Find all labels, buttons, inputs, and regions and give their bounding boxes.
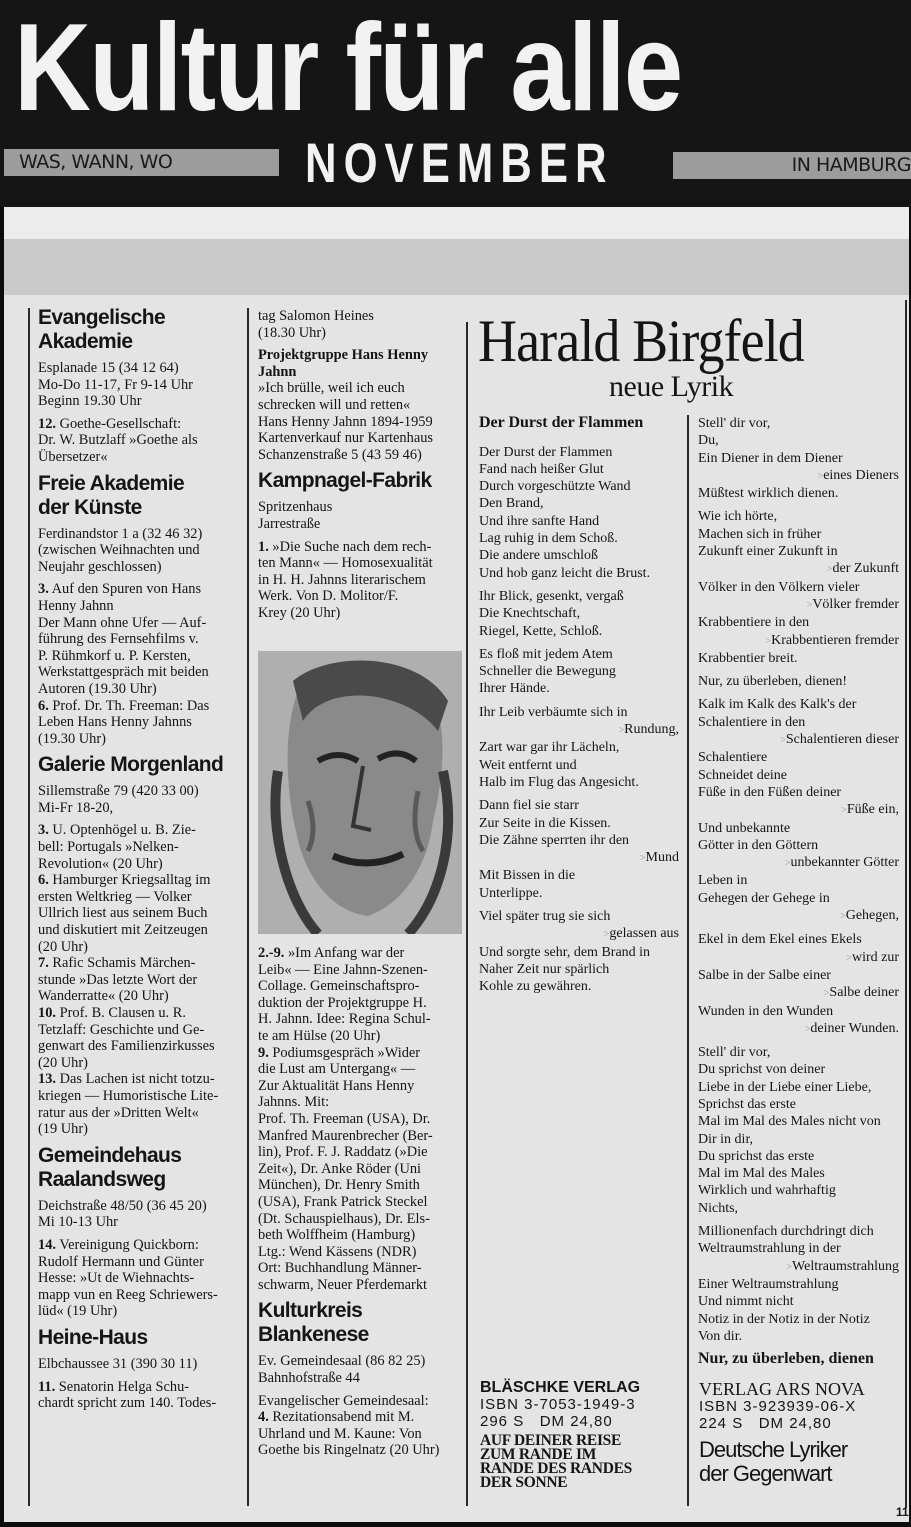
- poem-line: >Mund: [639, 850, 679, 866]
- poem-line: Die Knechtschaft,: [479, 606, 581, 622]
- poem-line: Ekel in dem Ekel eines Ekels: [698, 932, 862, 948]
- poem-line: Wunden in den Wunden: [698, 1003, 834, 1019]
- event-date: 3.: [38, 581, 49, 598]
- venue-info: [38, 1356, 246, 1373]
- venue-heading: Gemeindehaus Raalandsweg: [38, 1143, 182, 1191]
- poem-line: >unbekannter Götter: [784, 855, 899, 871]
- poem-title: Der Durst der Flammen: [479, 414, 644, 431]
- event-text: Prof. B. Clausen u. R. Tetzlaff: Geschichte und Ge- genwart des Familienzirkusses (20 Uhr): [38, 1005, 215, 1071]
- masthead-location: IN HAMBURG: [673, 152, 911, 179]
- poem-line: Zukunft einer Zukunft in: [698, 544, 838, 560]
- event-text: »Die Suche nach dem rech- ten Mann« — Homosexualität in H. H. Jahnns literarischem Werk. Von D. Molitor/F. Krey (20 Uhr): [258, 538, 433, 621]
- poem-line: Durch vorgeschützte Wand: [479, 479, 631, 495]
- poem-line: Fand nach heißer Glut: [479, 461, 604, 477]
- poem-line: >deiner Wunden.: [804, 1020, 899, 1036]
- event-entry: [258, 539, 464, 622]
- event-entry: [38, 955, 246, 1005]
- poem-line: Die andere umschloß: [479, 548, 598, 564]
- book-title: Nur, zu überleben, dienen: [698, 1350, 874, 1368]
- poem-line: Millionenfach durchdringt dich: [698, 1224, 874, 1240]
- poem-line: >Völker fremder: [806, 596, 899, 612]
- poem-text: [698, 415, 899, 1345]
- event-text: Elbchaussee 31 (390 30 11): [38, 1355, 198, 1372]
- feature-subtitle: neue Lyrik: [609, 370, 734, 403]
- poem-line: Ihrer Hände.: [479, 681, 550, 697]
- event-entry: [258, 945, 464, 1045]
- poem-text: [479, 444, 679, 996]
- event-text: Sillemstraße 79 (420 33 00) Mi-Fr 18-20,: [38, 783, 199, 816]
- column-rule: [466, 322, 468, 1506]
- group-heading: Projektgruppe Hans Henny Jahnn: [258, 347, 429, 380]
- poem-line: >Füße ein,: [841, 802, 899, 818]
- venue-heading: Heine-Haus: [38, 1325, 148, 1349]
- price: 224 S DM 24,80: [699, 1415, 832, 1432]
- poem-line: Schalentiere: [698, 750, 768, 766]
- event-date: 6.: [38, 697, 49, 714]
- poem-line: Und nimmt nicht: [698, 1294, 794, 1310]
- poem-line: Halb im Flug das Angesicht.: [479, 774, 639, 790]
- venue-info: [38, 783, 246, 816]
- event-date: 4.: [258, 1409, 269, 1426]
- divider-band: [4, 207, 909, 239]
- event-entry: [38, 822, 246, 872]
- feature-author: Harald Birgfeld: [478, 308, 804, 374]
- poem-line: Mal im Mal des Males nicht von: [698, 1114, 881, 1130]
- venue-heading: Kampnagel-Fabrik: [258, 469, 432, 493]
- poem-line: Den Brand,: [479, 496, 544, 512]
- listings-column-1: [38, 300, 246, 1418]
- poem-line: Kohle zu gewähren.: [479, 979, 592, 995]
- poem-line: >der Zukunft: [826, 561, 899, 577]
- event-entry: [38, 1237, 246, 1320]
- event-text: Spritzenhaus Jarrestraße: [258, 499, 333, 532]
- event-date: 3.: [38, 822, 49, 839]
- event-date: 1.: [258, 538, 269, 555]
- column-rule: [905, 300, 907, 1508]
- event-date: 13.: [38, 1071, 56, 1088]
- event-date: 7.: [38, 955, 49, 972]
- poem-line: Salbe in der Salbe einer: [698, 967, 831, 983]
- venue-heading: Galerie Morgenland: [38, 753, 224, 777]
- column-rule: [247, 308, 249, 1506]
- poem-line: Weltraumstrahlung in der: [698, 1241, 841, 1257]
- poem-line: Wie ich hörte,: [698, 509, 778, 525]
- poem-line: Ihr Leib verbäumte sich in: [479, 704, 628, 720]
- poem-line: Der Durst der Flammen: [479, 444, 613, 460]
- event-text: Auf den Spuren von Hans Henny Jahnn Der Mann ohne Ufer — Auf- führung des Fernsehfilms v. P. Rühmkorf u. P. Kersten, Werkstattgespräch mit beiden Autoren (19.30 Uhr): [38, 581, 209, 697]
- poem-column-2: [698, 415, 899, 1368]
- event-entry: [38, 698, 246, 748]
- event-text: »Im Anfang war der Leib« — Eine Jahnn-Szenen- Collage. Gemeinschaftspro- duktion der Projektgruppe H. H. Jahnn. Idee: Regina Schul- te am Hülse (20 Uhr): [258, 945, 431, 1044]
- poem-line: >Schalentieren dieser: [780, 732, 899, 748]
- poem-line: Du,: [698, 433, 719, 449]
- poem-line: Und ihre sanfte Hand: [479, 513, 600, 529]
- event-entry: [38, 1005, 246, 1071]
- venue-heading: Freie Akademie der Künste: [38, 471, 185, 519]
- event-text: »Ich brülle, weil ich euch schrecken will und retten« Hans Henny Jahnn 1894-1959 Kartenverkauf nur Kartenhaus Schanzenstraße 5 (43 59 46): [258, 380, 434, 463]
- event-entry: [38, 581, 246, 697]
- venue-info: [258, 308, 464, 341]
- poem-line: Und sorgte sehr, dem Brand in: [479, 944, 651, 960]
- poem-line: >Weltraumstrahlung: [786, 1258, 899, 1274]
- isbn: ISBN 3-7053-1949-3: [480, 1396, 636, 1413]
- poem-line: Notiz in der Notiz in der Notiz: [698, 1311, 870, 1327]
- event-text: Esplanade 15 (34 12 64) Mo-Do 11-17, Fr 9-14 Uhr Beginn 19.30 Uhr: [38, 360, 193, 410]
- event-text: Ferdinandstor 1 a (32 46 32) (zwischen Weihnachten und Neujahr geschlossen): [38, 525, 203, 575]
- event-text: Podiumsgespräch »Wider die Lust am Untergang« — Zur Aktualität Hans Henny Jahnns. Mit: Prof. Th. Freeman (USA), Dr. Manfred Maurenbrecher (Ber- lin), Prof. F. J. Raddatz (»Die Zeit«), Dr. Anke Röder (Uni München), Dr. Henry Smith (USA), Frank Patrick Steckel (Dt. Schauspielhaus), Dr. Els- beth Wolffheim (Hamburg) Ltg.: Wend Kässens (NDR) Ort: Buchhandlung Männer- schwarm, Neuer Pferdemarkt: [258, 1044, 433, 1293]
- event-text: Deichstraße 48/50 (36 45 20) Mi 10-13 Uhr: [38, 1197, 207, 1231]
- poem-line: Schneller die Bewegung: [479, 664, 616, 680]
- poem-line: >gelassen aus: [603, 926, 679, 942]
- event-entry: [258, 1409, 464, 1459]
- poem-line: Müßtest wirklich dienen.: [698, 486, 839, 502]
- poem-line: Mal im Mal des Males: [698, 1166, 825, 1182]
- price: 296 S DM 24,80: [480, 1413, 613, 1430]
- event-text: Prof. Dr. Th. Freeman: Das Leben Hans Henny Jahnns (19.30 Uhr): [38, 697, 210, 747]
- poem-line: Ihr Blick, gesenkt, vergaß: [479, 588, 624, 604]
- book-title: AUF DEINER REISE ZUM RANDE IM RANDE DES RANDES DER SONNE: [480, 1432, 632, 1491]
- poem-line: Stell' dir vor,: [698, 1045, 771, 1061]
- event-text: U. Optenhögel u. B. Zie- bell: Portugals »Nelken- Revolution« (20 Uhr): [38, 822, 196, 872]
- poem-line: Dann fiel sie starr: [479, 798, 579, 814]
- event-entry: [38, 416, 246, 466]
- poem-line: Lag ruhig in dem Schoß.: [479, 531, 618, 547]
- masthead: [0, 0, 911, 207]
- poem-line: Zart war gar ihr Lächeln,: [479, 740, 620, 756]
- publisher: VERLAG ARS NOVA: [699, 1379, 865, 1399]
- event-date: 10.: [38, 1005, 56, 1021]
- poem-line: Krabbentier breit.: [698, 650, 798, 666]
- poem-column-1: [479, 415, 679, 996]
- poem-line: Du sprichst von deiner: [698, 1062, 826, 1078]
- masthead-month: NOVEMBER: [305, 131, 614, 194]
- book-info-1: [480, 1379, 680, 1490]
- poem-line: Naher Zeit nur spärlich: [479, 961, 610, 977]
- poem-line: Riegel, Kette, Schloß.: [479, 623, 603, 639]
- venue-info: [38, 1198, 246, 1231]
- event-entry: [38, 1071, 246, 1137]
- poem-line: Krabbentiere in den: [698, 615, 810, 631]
- poem-line: Schalentiere in den: [698, 714, 806, 730]
- venue-info: [258, 1353, 464, 1386]
- publisher: BLÄSCHKE VERLAG: [480, 1379, 641, 1396]
- event-date: 6.: [38, 872, 49, 889]
- event-date: 2.-9.: [258, 945, 285, 961]
- poem-line: Mit Bissen in die: [479, 868, 576, 884]
- poem-line: Nur, zu überleben, dienen!: [698, 674, 848, 690]
- poem-line: Stell' dir vor,: [698, 416, 771, 431]
- poem-line: Die Zähne sperrten ihr den: [479, 832, 630, 848]
- portrait-image: [258, 651, 462, 934]
- event-text: Hamburger Kriegsalltag im ersten Weltkrieg — Volker Ullrich liest aus seinem Buch und diskutiert mit Zeitzeugen (20 Uhr): [38, 872, 211, 955]
- listings-column-2-top: [258, 308, 464, 628]
- listings-column-2-bottom: [258, 945, 464, 1465]
- event-date: 9.: [258, 1044, 269, 1061]
- poem-line: Und unbekannte: [698, 820, 791, 836]
- grey-band: [4, 239, 909, 295]
- event-text: Ev. Gemeindesaal (86 82 25) Bahnhofstraße 44: [258, 1353, 426, 1387]
- event-entry: [38, 872, 246, 955]
- event-text: Vereinigung Quickborn: Rudolf Hermann und Günter Hesse: »Ut de Wiehnachts- mapp vun en Reeg Schriewers- lüd« (19 Uhr): [38, 1236, 218, 1320]
- poem-line: Gehegen der Gehege in: [698, 890, 830, 906]
- poem-line: Es floß mit jedem Atem: [479, 646, 613, 662]
- venue-info: [38, 526, 246, 576]
- venue-info: [258, 380, 464, 463]
- poem-line: >Gehegen,: [840, 908, 899, 924]
- event-text: Senatorin Helga Schu- chardt spricht zum 140. Todes-: [38, 1378, 217, 1412]
- poem-line: Von dir.: [698, 1328, 743, 1344]
- poem-line: Zur Seite in die Kissen.: [479, 815, 611, 831]
- masthead-title: Kultur für alle: [14, 0, 682, 137]
- event-text: Goethe-Gesellschaft: Dr. W. Butzlaff »Goethe als Übersetzer«: [38, 415, 198, 465]
- masthead-tagline: WAS, WANN, WO: [4, 149, 279, 176]
- poem-line: >Rundung,: [618, 722, 679, 738]
- column-rule: [687, 415, 689, 1506]
- poem-line: Dir in dir,: [698, 1131, 754, 1147]
- poem-line: Sprichst das erste: [698, 1096, 796, 1112]
- poem-line: Völker in den Völkern vieler: [698, 579, 860, 595]
- poem-line: Leben in: [698, 873, 748, 889]
- event-entry: [258, 1045, 464, 1294]
- event-date: 12.: [38, 415, 56, 432]
- book-info-2: [699, 1381, 899, 1486]
- poem-line: Einer Weltraumstrahlung: [698, 1276, 839, 1292]
- column-rule: [28, 308, 30, 1506]
- venue-heading: Kulturkreis Blankenese: [258, 1299, 369, 1347]
- poem-line: Machen sich in früher: [698, 526, 822, 542]
- poem-line: >Krabbentieren fremder: [765, 632, 899, 648]
- poem-line: >eines Dieners: [817, 467, 899, 483]
- event-text: Das Lachen ist nicht totzu- kriegen — Humoristische Lite- ratur aus der »Dritten Welt« (19 Uhr): [38, 1071, 219, 1138]
- poem-line: Viel später trug sie sich: [479, 909, 611, 925]
- venue-info: [258, 499, 464, 532]
- event-text: Rezitationsabend mit M. Uhrland und M. Kaune: Von Goethe bis Ringelnatz (20 Uhr): [258, 1409, 440, 1459]
- poem-line: Kalk im Kalk des Kalk's der: [698, 697, 857, 713]
- poem-line: >wird zur: [846, 949, 899, 965]
- poem-line: Unterlippe.: [479, 885, 543, 901]
- page-number: 11: [896, 1505, 909, 1519]
- series-title: Deutsche Lyriker der Gegenwart: [699, 1437, 848, 1486]
- event-text: Rafic Schamis Märchen- stunde »Das letzte Wort der Wanderratte« (20 Uhr): [38, 955, 198, 1005]
- poem-line: Weit entfernt und: [479, 757, 577, 773]
- event-entry: [38, 1379, 246, 1412]
- poem-line: Schneidet deine: [698, 767, 788, 783]
- event-date: 11.: [38, 1378, 56, 1395]
- poem-line: Nichts,: [698, 1200, 739, 1216]
- poem-line: Füße in den Füßen deiner: [698, 784, 842, 800]
- poem-line: >Salbe deiner: [823, 985, 899, 1001]
- poem-line: Und hob ganz leicht die Brust.: [479, 565, 651, 581]
- poem-line: Ein Diener in dem Diener: [698, 450, 843, 466]
- venue-info: [38, 360, 246, 410]
- venue-heading: Evangelische Akademie: [38, 306, 166, 353]
- event-text: Evangelischer Gemeindesaal:: [258, 1392, 429, 1409]
- poem-line: Wirklich und wahrhaftig: [698, 1183, 836, 1199]
- isbn: ISBN 3-923939-06-X: [699, 1398, 857, 1415]
- poem-line: Götter in den Göttern: [698, 837, 819, 853]
- event-date: 14.: [38, 1236, 56, 1253]
- poem-line: Liebe in der Liebe einer Liebe,: [698, 1079, 872, 1095]
- venue-info: [258, 1393, 464, 1410]
- event-text: tag Salomon Heines (18.30 Uhr): [258, 308, 374, 341]
- poem-line: Du sprichst das erste: [698, 1148, 815, 1164]
